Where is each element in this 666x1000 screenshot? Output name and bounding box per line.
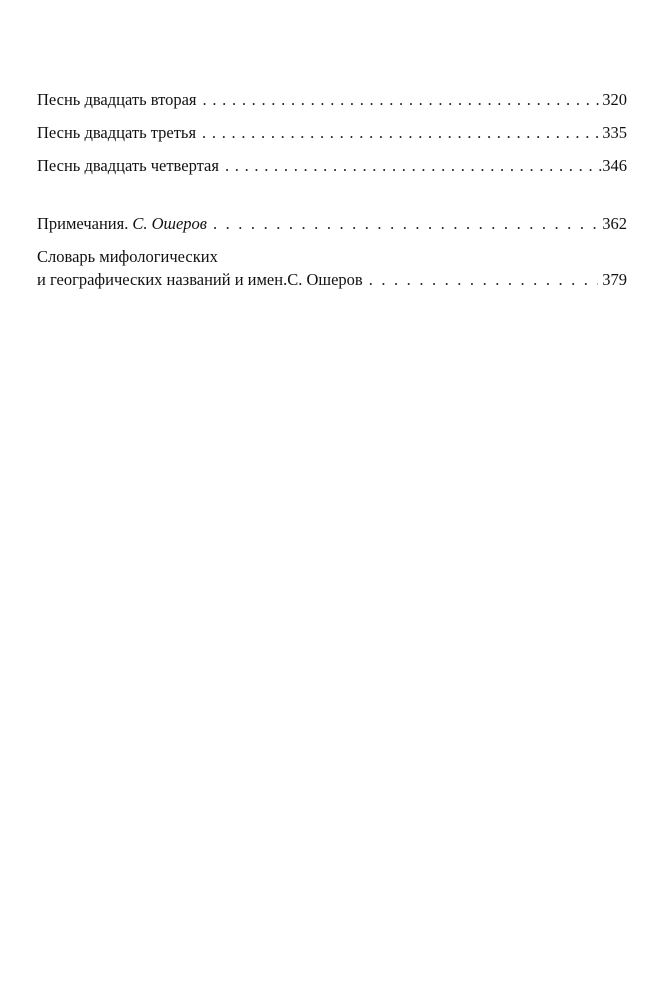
toc-entry-title: Песнь двадцать четвертая: [37, 156, 219, 175]
toc-entry-author: С. Ошеров: [287, 270, 363, 289]
toc-entry-title-line2: и географических названий и имен.: [37, 270, 288, 289]
dot-leader: [225, 154, 602, 177]
toc-entry-page: 346: [602, 156, 627, 175]
dot-leader: [369, 268, 599, 291]
table-of-contents: [37, 88, 627, 291]
toc-entry: [37, 154, 627, 212]
dot-leader: [213, 212, 598, 235]
toc-entry: [37, 245, 627, 291]
toc-entry-author: С. Ошеров: [132, 214, 207, 233]
toc-entry-page: 320: [602, 90, 627, 109]
dot-leader: [202, 121, 602, 144]
toc-entry-page: 335: [602, 123, 627, 142]
toc-entry-page: 379: [602, 270, 627, 289]
dot-leader: [203, 88, 603, 111]
toc-entry-line2: [37, 268, 627, 291]
toc-entry-title: Примечания.: [37, 214, 129, 233]
toc-entry: [37, 121, 627, 154]
toc-entry-title: Песнь двадцать третья: [37, 123, 197, 142]
toc-entry-title-line1: Словарь мифологических: [37, 247, 218, 266]
toc-entry-page: 362: [602, 214, 627, 233]
toc-entry-title: Песнь двадцать вторая: [37, 90, 197, 109]
toc-entry: [37, 88, 627, 121]
toc-entry: [37, 212, 627, 245]
